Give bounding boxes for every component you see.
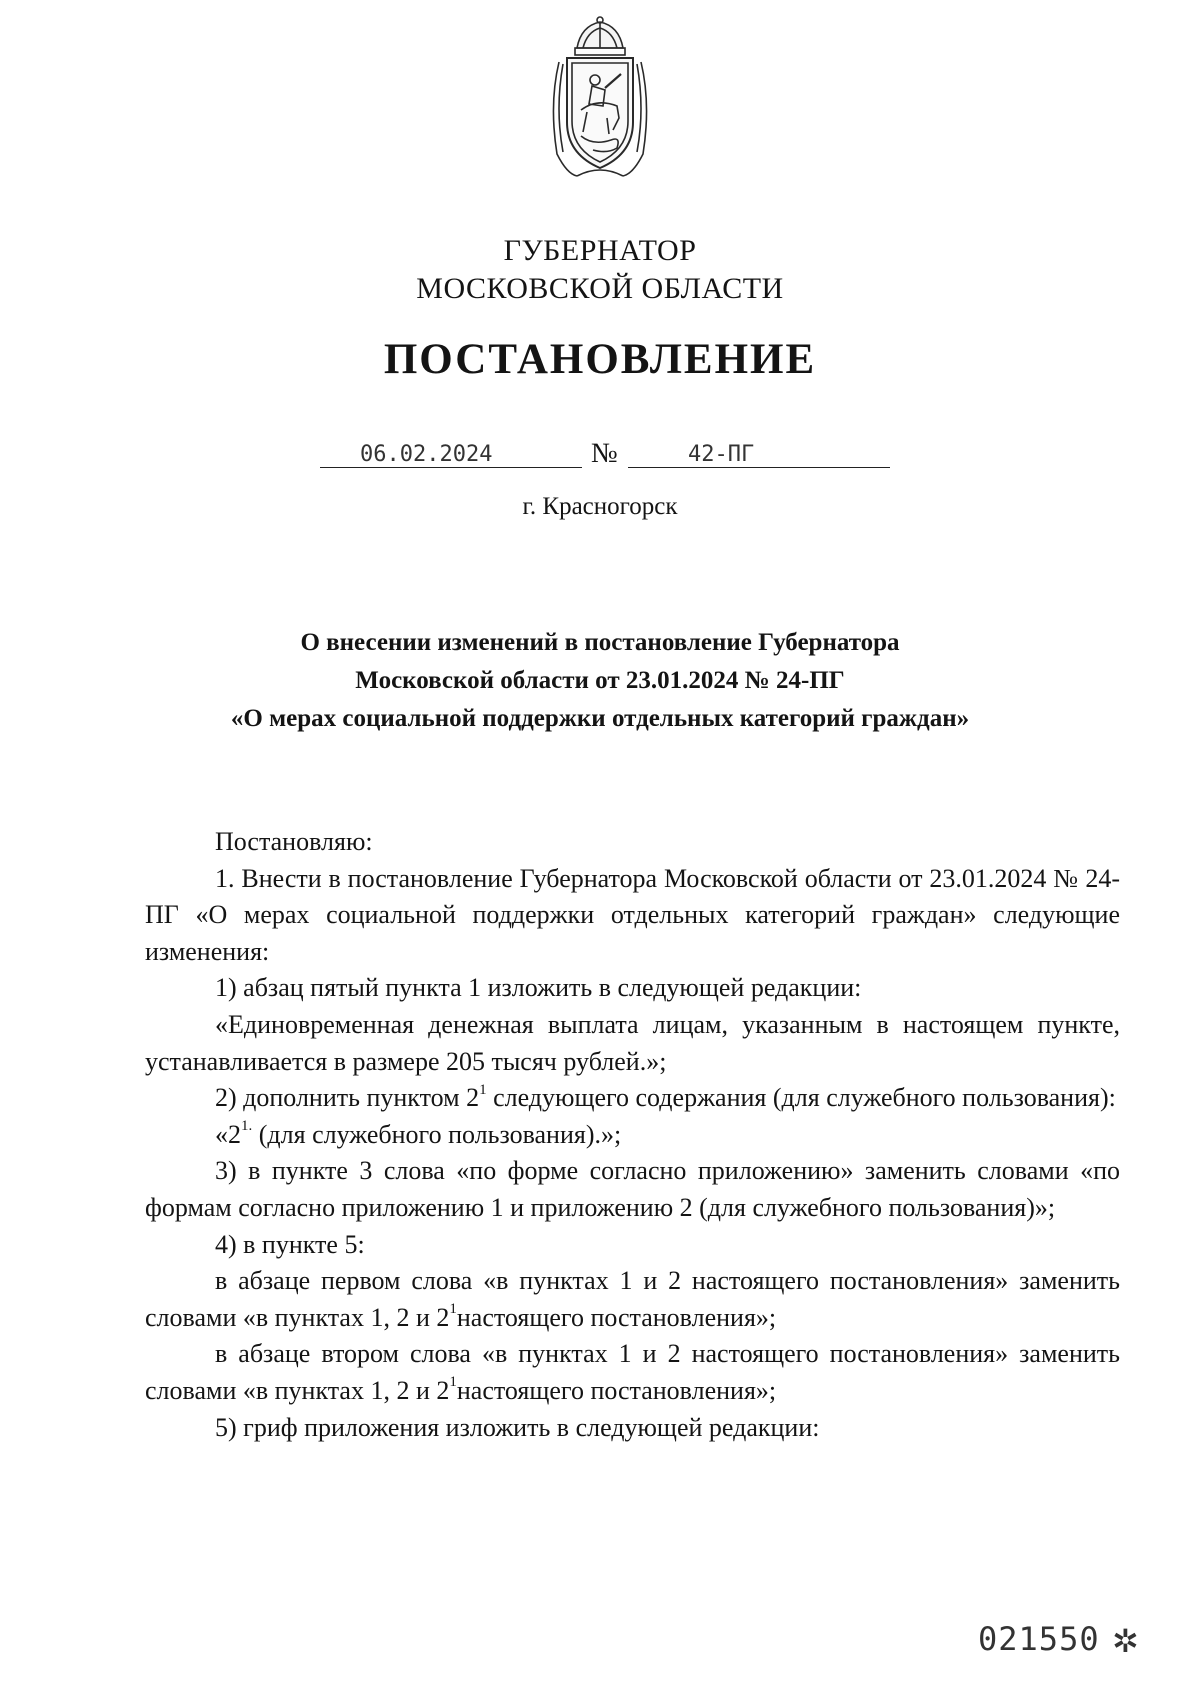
- star-mark: ✲: [1112, 1622, 1139, 1660]
- document-type: ПОСТАНОВЛЕНИЕ: [383, 336, 817, 383]
- document-body: [145, 824, 1120, 1446]
- paragraph-10: 5) гриф приложения изложить в следующей редакции:: [215, 1412, 820, 1442]
- subject-line-3: «О мерах социальной поддержки отдельных категорий граждан»: [230, 705, 970, 732]
- paragraph-3: «Единовременная денежная выплата лицам, указанным в настоящем пункте, устанавливается в размере 205 тысяч рублей.»;: [145, 1009, 1120, 1076]
- city: г. Красногорск: [522, 493, 678, 520]
- paragraph-9-text: в абзаце втором слова «в пунктах 1 и 2 настоящего постановления» заменить словами «в пунктах 1, 2 и 2: [145, 1339, 1120, 1405]
- paragraph-8-text-end: настоящего постановления»;: [456, 1302, 777, 1332]
- document-subject: [0, 624, 1200, 738]
- subject-line-2: Московской области от 23.01.2024 № 24-ПГ: [355, 667, 845, 694]
- superscript: 1.: [241, 1118, 253, 1135]
- paragraph-1: 1. Внести в постановление Губернатора Московской области от 23.01.2024 № 24-ПГ «О мерах социальной поддержки отдельных категорий граждан» следующие изменения:: [145, 863, 1120, 966]
- document-date: 06.02.2024: [360, 442, 493, 467]
- paragraph-5-text-end: (для служебного пользования).»;: [252, 1119, 622, 1149]
- superscript: 1: [449, 1301, 457, 1318]
- paragraph-5-text: «2: [215, 1119, 241, 1149]
- paragraph-4-text-end: следующего содержания (для служебного пользования):: [486, 1083, 1116, 1113]
- paragraph-9: [145, 1336, 1120, 1409]
- number-underline: [628, 431, 890, 468]
- authority-line-2: МОСКОВСКОЙ ОБЛАСТИ: [416, 272, 784, 305]
- coat-of-arms-emblem: [537, 14, 663, 184]
- authority-line-1: ГУБЕРНАТОР: [503, 234, 697, 267]
- intro-paragraph: Постановляю:: [215, 827, 373, 856]
- paragraph-8-text: в абзаце первом слова «в пунктах 1 и 2 настоящего постановления» заменить словами «в пунктах 1, 2 и 2: [145, 1266, 1120, 1332]
- number-sign: №: [591, 438, 618, 469]
- paragraph-4-text: 2) дополнить пунктом 2: [215, 1083, 480, 1113]
- date-number-row: [320, 436, 890, 472]
- paragraph-8: [145, 1263, 1120, 1336]
- superscript: 1: [449, 1374, 457, 1391]
- subject-line-1: О внесении изменений в постановление Губернатора: [300, 629, 900, 656]
- superscript: 1: [479, 1081, 487, 1098]
- paragraph-6: 3) в пункте 3 слова «по форме согласно приложению» заменить словами «по формам согласно приложению 1 и приложению 2 (для служебного пользования)»;: [145, 1156, 1120, 1222]
- authority-title: [0, 232, 1200, 308]
- paragraph-2: 1) абзац пятый пункта 1 изложить в следующей редакции:: [215, 973, 862, 1003]
- document-number: 42-ПГ: [688, 442, 755, 467]
- paragraph-7: 4) в пункте 5:: [215, 1229, 365, 1259]
- paragraph-5: [145, 1117, 1120, 1154]
- paragraph-4: [145, 1080, 1120, 1117]
- paragraph-9-text-end: настоящего постановления»;: [456, 1375, 777, 1405]
- serial-number: 021550: [978, 1620, 1100, 1658]
